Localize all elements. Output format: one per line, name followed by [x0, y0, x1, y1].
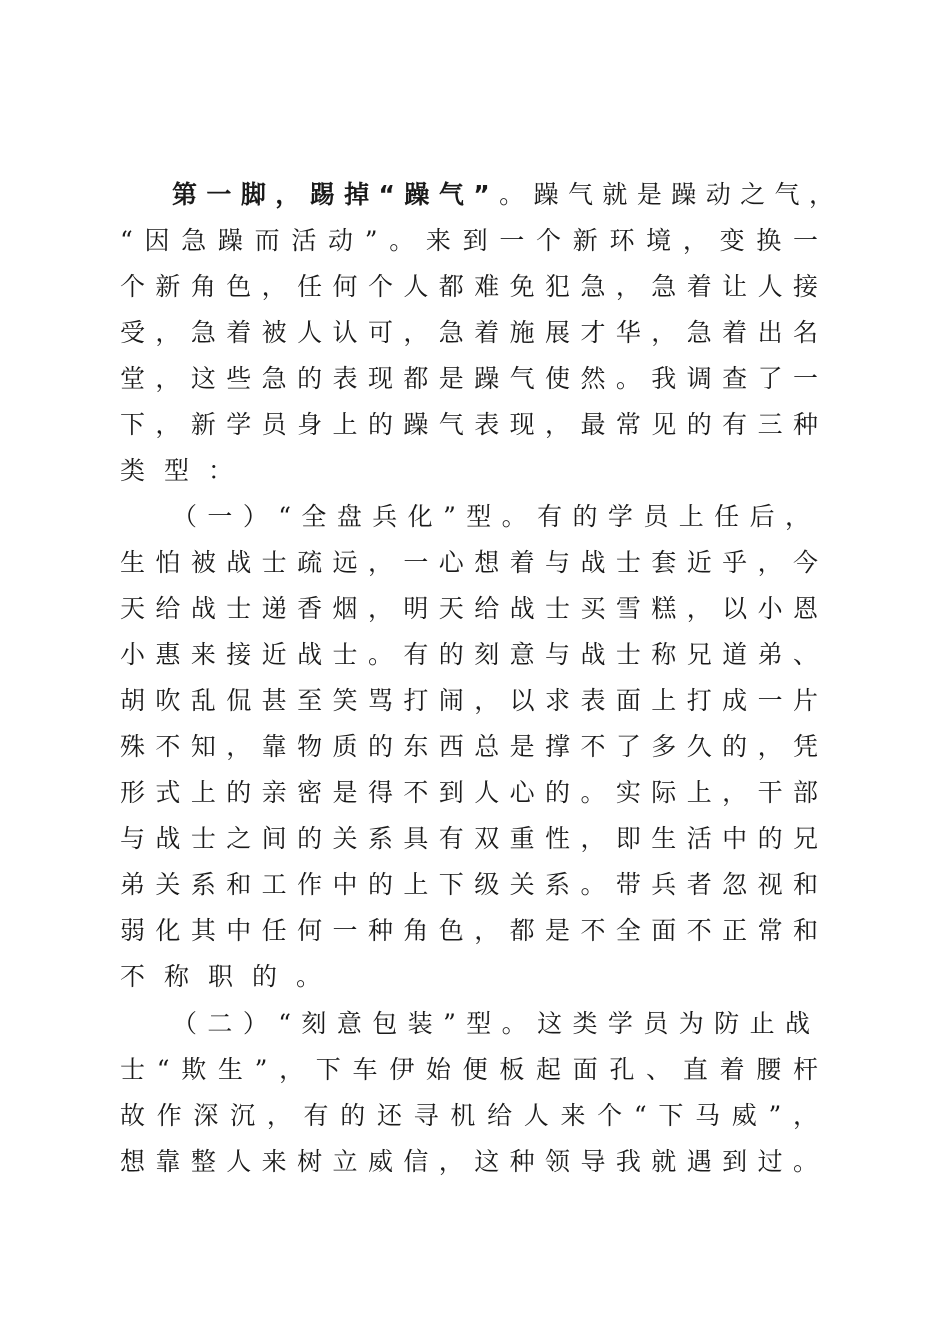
- paragraph-2-line-10: 弱化其中任何一种角色，都是不全面不正常和: [120, 916, 820, 945]
- paragraph-2-line-2: 生怕被战士疏远，一心想着与战士套近乎，今: [120, 548, 820, 577]
- paragraph-2-line-5: 胡吹乱侃甚至笑骂打闹，以求表面上打成一片: [120, 686, 820, 715]
- paragraph-2-line-6: 殊不知，靠物质的东西总是撑不了多久的，凭: [120, 732, 820, 761]
- paragraph-2-line-3: 天给战士递香烟，明天给战士买雪糕，以小恩: [120, 594, 820, 623]
- paragraph-1-line-2: “因急躁而活动”。来到一个新环境，变换一: [120, 226, 820, 255]
- paragraph-1-line-6: 下，新学员身上的躁气表现，最常见的有三种: [120, 410, 820, 439]
- paragraph-2-line-8: 与战士之间的关系具有双重性，即生活中的兄: [120, 824, 820, 853]
- paragraph-2-line-11: 不称职的。: [120, 962, 341, 991]
- paragraph-1-line-3: 个新角色，任何个人都难免犯急，急着让人接: [120, 272, 820, 301]
- paragraph-1-line-7: 类型：: [120, 456, 253, 485]
- paragraph-2-line-7: 形式上的亲密是得不到人心的。实际上，干部: [120, 778, 820, 807]
- paragraph-3-line-2: 士“欺生”，下车伊始便板起面孔、直着腰杆: [120, 1055, 820, 1084]
- paragraph-1-line-5: 堂，这些急的表现都是躁气使然。我调查了一: [120, 364, 820, 393]
- paragraph-2-line-9: 弟关系和工作中的上下级关系。带兵者忽视和: [120, 870, 820, 899]
- paragraph-1-line-4: 受，急着被人认可，急着施展才华，急着出名: [120, 318, 820, 347]
- paragraph-2-line-4: 小惠来接近战士。有的刻意与战士称兄道弟、: [120, 640, 820, 669]
- paragraph-3-line-1: （二）“刻意包装”型。这类学员为防止战: [172, 1009, 812, 1038]
- paragraph-text: 。躁气就是躁动之气，: [491, 180, 836, 209]
- paragraph-3-line-3: 故作深沉，有的还寻机给人来个“下马威”，: [120, 1101, 820, 1130]
- paragraph-3-line-4: 想靠整人来树立威信，这种领导我就遇到过。: [120, 1147, 820, 1176]
- section-heading: 第一脚，踢掉“躁气”: [172, 180, 492, 209]
- paragraph-2-line-1: （一）“全盘兵化”型。有的学员上任后，: [172, 502, 812, 531]
- paragraph-1-line-1: [172, 172, 836, 218]
